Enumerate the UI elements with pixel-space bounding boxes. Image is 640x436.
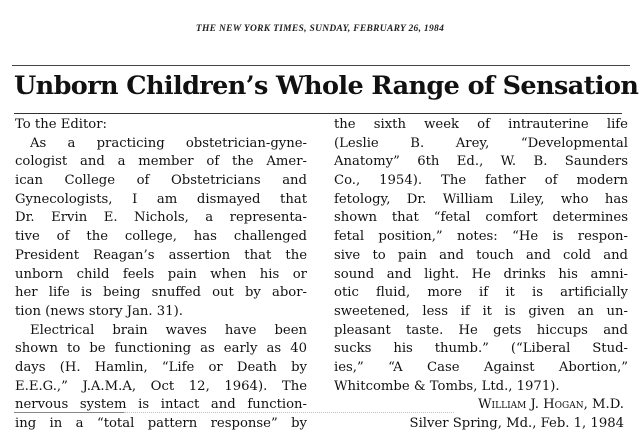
signature-name: William J. Hogan, M.D. bbox=[478, 397, 624, 413]
paragraph-line: fetology, Dr. William Liley, who has bbox=[334, 191, 628, 207]
paragraph-line: As a practicing obstetrician-gyne- bbox=[30, 135, 307, 151]
paragraph-line: cologist and a member of the Amer- bbox=[15, 154, 307, 170]
paragraph-line: sucks his thumb.” (“Liberal Stud- bbox=[334, 341, 628, 357]
paragraph-line: Whitcombe & Tombs, Ltd., 1971). bbox=[334, 378, 560, 394]
letter-right-column bbox=[334, 116, 628, 434]
paragraph-line: sweetened, less if it is given an un- bbox=[334, 303, 628, 319]
paragraph-line: shown that “fetal comfort determines bbox=[334, 210, 628, 226]
paragraph-line: ing in a “total pattern response” by bbox=[15, 416, 307, 431]
paragraph-line: Co., 1954). The father of modern bbox=[334, 173, 628, 189]
paragraph-line: ies,” “A Case Against Abortion,” bbox=[334, 359, 628, 375]
paragraph-line: tion (news story Jan. 31). bbox=[15, 303, 183, 319]
headline: Unborn Children’s Whole Range of Sensation bbox=[14, 71, 639, 101]
paragraph-line: tive of the college, has challenged bbox=[15, 229, 307, 245]
paragraph-line: (Leslie B. Arey, “Developmental bbox=[334, 135, 628, 151]
letter-left-column bbox=[15, 116, 307, 434]
paragraph-line: fetal position,” notes: “He is respon- bbox=[334, 229, 628, 245]
paragraph-line: sound and light. He drinks his amni- bbox=[334, 266, 628, 282]
dateline: THE NEW YORK TIMES, SUNDAY, FEBRUARY 26, 1984 bbox=[195, 24, 445, 34]
bottom-rule-dotted bbox=[124, 412, 454, 413]
top-rule bbox=[12, 65, 630, 66]
paragraph-line: nervous system is intact and function- bbox=[15, 397, 307, 413]
paragraph-line: Gynecologists, I am dismayed that bbox=[15, 191, 307, 207]
paragraph-line: Anatomy” 6th Ed., W. B. Saunders bbox=[334, 154, 628, 170]
paragraph-line: her life is being snuffed out by abor- bbox=[15, 285, 307, 301]
paragraph-line: sive to pain and touch and cold and bbox=[334, 247, 628, 263]
paragraph-line: E.E.G.,” J.A.M.A, Oct 12, 1964). The bbox=[15, 378, 307, 394]
paragraph-line: Dr. Ervin E. Nichols, a representa- bbox=[15, 210, 307, 226]
paragraph-line: the sixth week of intrauterine life bbox=[334, 117, 628, 132]
paragraph-line: days (H. Hamlin, “Life or Death by bbox=[15, 359, 307, 375]
paragraph-line: unborn child feels pain when his or bbox=[15, 266, 307, 282]
paragraph-line: ican College of Obstetricians and bbox=[15, 173, 307, 189]
headline-rule bbox=[14, 113, 622, 114]
paragraph-line: otic fluid, more if it is artificially bbox=[334, 285, 628, 301]
signature-place-date: Silver Spring, Md., Feb. 1, 1984 bbox=[409, 416, 624, 431]
paragraph-line: President Reagan’s assertion that the bbox=[15, 247, 307, 263]
paragraph-line: shown to be functioning as early as 40 bbox=[15, 341, 307, 357]
salutation: To the Editor: bbox=[15, 117, 107, 132]
paragraph-line: pleasant taste. He gets hiccups and bbox=[334, 322, 628, 338]
paragraph-line: Electrical brain waves have been bbox=[30, 322, 307, 338]
bottom-rule bbox=[14, 412, 124, 413]
